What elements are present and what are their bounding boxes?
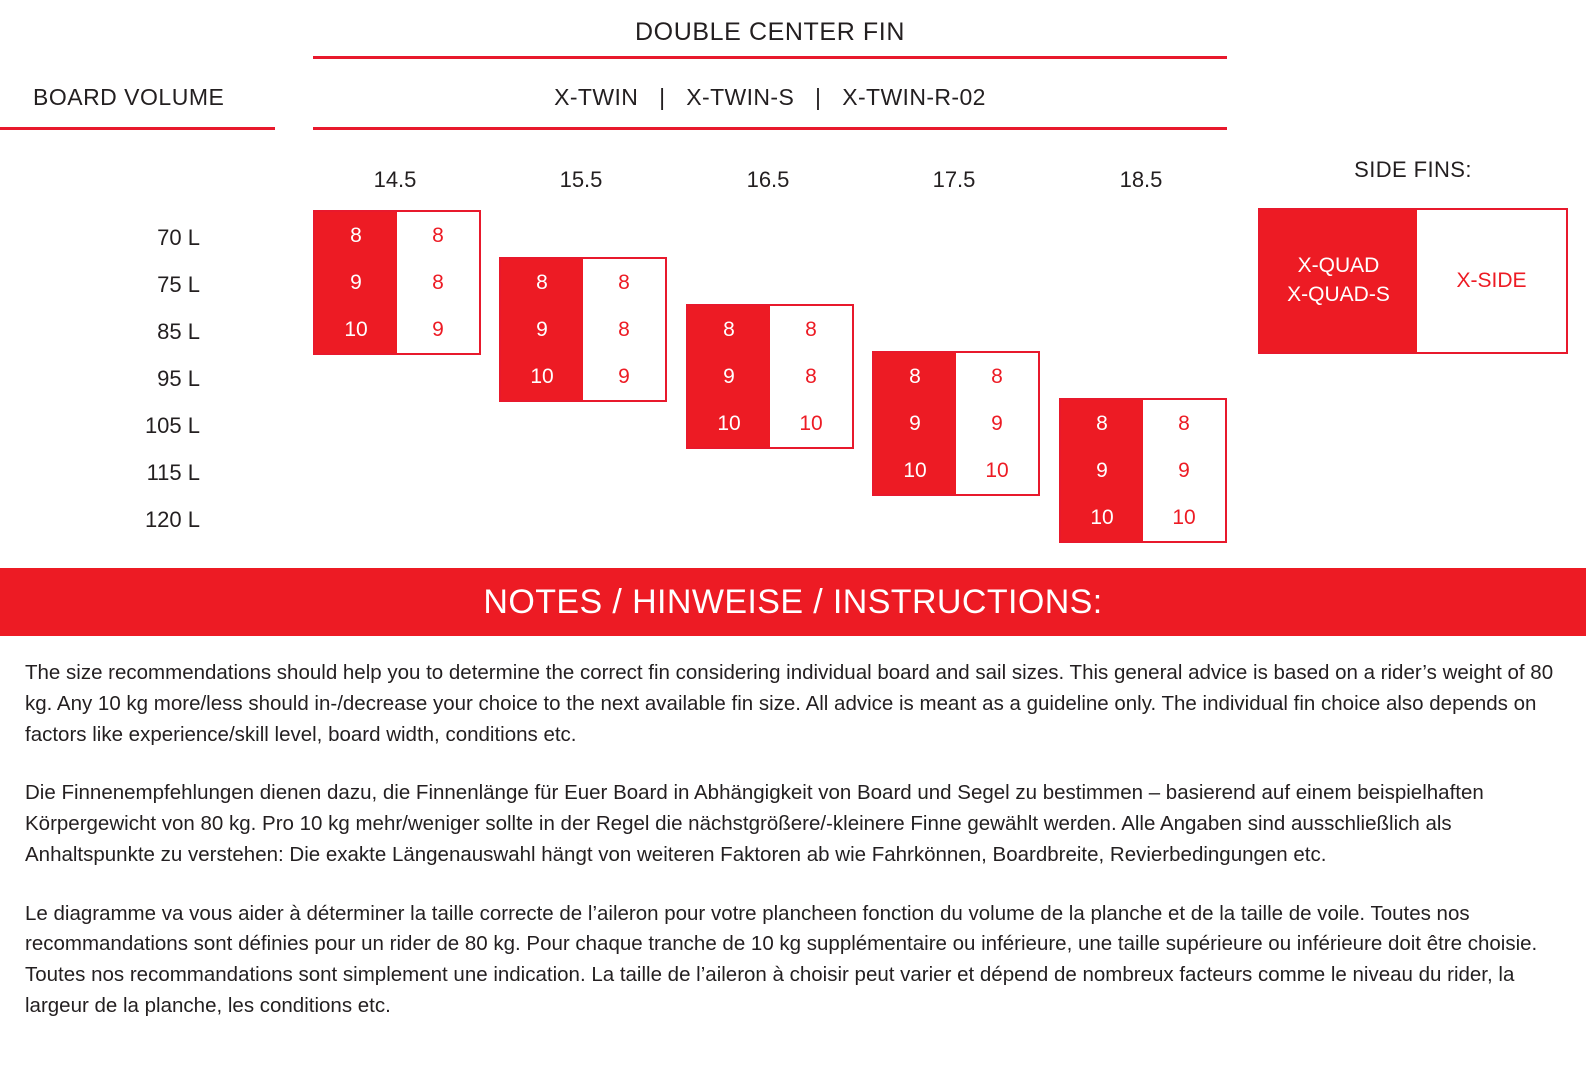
fin-cell-secondary: 9 [1178, 459, 1190, 482]
notes-body [0, 636, 1586, 1050]
fin-column-primary-16-5 [688, 306, 770, 447]
fin-column-secondary-17-5 [956, 353, 1038, 494]
side-fin-x-quad-s-label: X-QUAD-S [1287, 283, 1390, 306]
side-fin-x-quad-label: X-QUAD [1297, 254, 1380, 278]
fin-cell-primary: 10 [1090, 506, 1114, 529]
fin-cell-secondary: 9 [991, 412, 1003, 435]
fin-cell-primary: 9 [909, 412, 921, 435]
divider-top [313, 56, 1227, 59]
side-fins-box [1258, 208, 1568, 354]
fin-cell-primary: 8 [723, 318, 735, 341]
fin-cell-secondary: 8 [432, 224, 444, 247]
double-center-fin-models [313, 84, 1227, 111]
fin-cell-primary: 10 [530, 365, 554, 388]
fin-block-18-5 [1059, 398, 1227, 543]
fin-cell-secondary: 10 [985, 459, 1009, 482]
row-label-105l: 105 L [144, 413, 200, 438]
fin-column-primary-14-5 [315, 212, 397, 353]
fin-cell-primary: 8 [1096, 412, 1108, 435]
double-center-fin-title: DOUBLE CENTER FIN [635, 18, 905, 46]
model-separator-2: | [815, 84, 822, 110]
fin-cell-secondary: 8 [991, 365, 1003, 388]
notes-paragraph-1: The size recommendations should help you to determine the correct fin considering individual board and sail sizes. This general advice is based on a rider’s weight of 80 kg. Any 10 kg more/less should in-/decrease your choice to the next available fin size. All advice is meant as a guideline only. The individual fin choice also depends on factors like experience/skill level, board width, conditions etc. [25, 661, 1554, 746]
model-x-twin-s: X-TWIN-S [686, 84, 795, 110]
fin-cell-primary: 9 [723, 365, 735, 388]
row-label-115l: 115 L [146, 460, 200, 485]
fin-cell-primary: 10 [903, 459, 927, 482]
fin-column-secondary-18-5 [1143, 400, 1225, 541]
fin-column-primary-15-5 [501, 259, 583, 400]
fin-column-primary-17-5 [874, 353, 956, 494]
notes-banner: NOTES / HINWEISE / INSTRUCTIONS: [0, 568, 1586, 636]
fin-cell-primary: 8 [536, 271, 548, 294]
fin-column-secondary-16-5 [770, 306, 852, 447]
fin-cell-secondary: 9 [618, 365, 630, 388]
row-label-85l: 85 L [157, 319, 200, 344]
row-label-95l: 95 L [157, 366, 200, 391]
fin-block-16-5 [686, 304, 854, 449]
column-header-15-5: 15.5 [559, 167, 603, 192]
model-separator-1: | [659, 84, 666, 110]
fin-cell-secondary: 8 [805, 318, 817, 341]
column-header-16-5: 16.5 [746, 167, 790, 192]
fin-cell-primary: 9 [350, 271, 362, 294]
fin-column-secondary-14-5 [397, 212, 479, 353]
fin-column-secondary-15-5 [583, 259, 665, 400]
model-x-twin-r-02: X-TWIN-R-02 [842, 84, 986, 110]
fin-cell-secondary: 8 [618, 318, 630, 341]
fin-cell-primary: 8 [909, 365, 921, 388]
side-fins-quad-labels [1260, 210, 1417, 352]
notes-paragraph-2: Die Finnenempfehlungen dienen dazu, die Finnenlänge für Euer Board in Abhängigkeit von Board und Segel zu bestimmen – basierend auf einem beispielhaften Körpergewicht von 80 kg. Pro 10 kg mehr/weniger sollte in der Regel die nächstgrößere/-kleinere Finne gewählt werden. Alle Angaben sind ausschließlich als Anhaltspunkte zu verstehen: Die exakte Längenauswahl hängt von weiteren Faktoren ab wie Fahrkönnen, Boardbreite, Revierbedingungen etc. [25, 781, 1484, 866]
divider-board-volume [0, 127, 275, 130]
fin-cell-primary: 8 [350, 224, 362, 247]
fin-cell-secondary: 9 [432, 318, 444, 341]
side-fins-title: SIDE FINS: [1354, 157, 1472, 182]
fin-cell-secondary: 8 [432, 271, 444, 294]
board-volume-label: BOARD VOLUME [33, 84, 225, 110]
fin-block-15-5 [499, 257, 667, 402]
column-header-14-5: 14.5 [373, 167, 417, 192]
fin-cell-primary: 10 [344, 318, 368, 341]
column-header-18-5: 18.5 [1119, 167, 1163, 192]
fin-block-17-5 [872, 351, 1040, 496]
model-x-twin: X-TWIN [554, 84, 639, 110]
fin-cell-secondary: 8 [1178, 412, 1190, 435]
column-header-17-5: 17.5 [932, 167, 976, 192]
fin-cell-secondary: 10 [799, 412, 823, 435]
fin-cell-primary: 9 [1096, 459, 1108, 482]
fin-block-14-5 [313, 210, 481, 355]
fin-cell-primary: 9 [536, 318, 548, 341]
fin-cell-primary: 10 [717, 412, 741, 435]
divider-bottom [313, 127, 1227, 130]
side-fin-x-side-label: X-SIDE [1417, 210, 1566, 352]
row-label-70l: 70 L [157, 225, 200, 250]
notes-paragraph-3: Le diagramme va vous aider à déterminer la taille correcte de l’aileron pour votre plancheen fonction du volume de la planche et de la taille de voile. Toutes nos recommandations sont définies pour un rider de 80 kg. Pour chaque tranche de 10 kg supplémentaire ou inférieure, une taille supérieure ou inférieure doit être choisie. Toutes nos recommandations sont simplement une indication. La taille de l’aileron à choisir peut varier et dépend de nombreux facteurs comme le niveau du rider, la largeur de la planche, les conditions etc. [25, 901, 1538, 1017]
row-label-120l: 120 L [144, 507, 200, 532]
row-label-75l: 75 L [157, 272, 200, 297]
fin-cell-secondary: 10 [1172, 506, 1196, 529]
fin-cell-secondary: 8 [618, 271, 630, 294]
fin-cell-secondary: 8 [805, 365, 817, 388]
fin-column-primary-18-5 [1061, 400, 1143, 541]
